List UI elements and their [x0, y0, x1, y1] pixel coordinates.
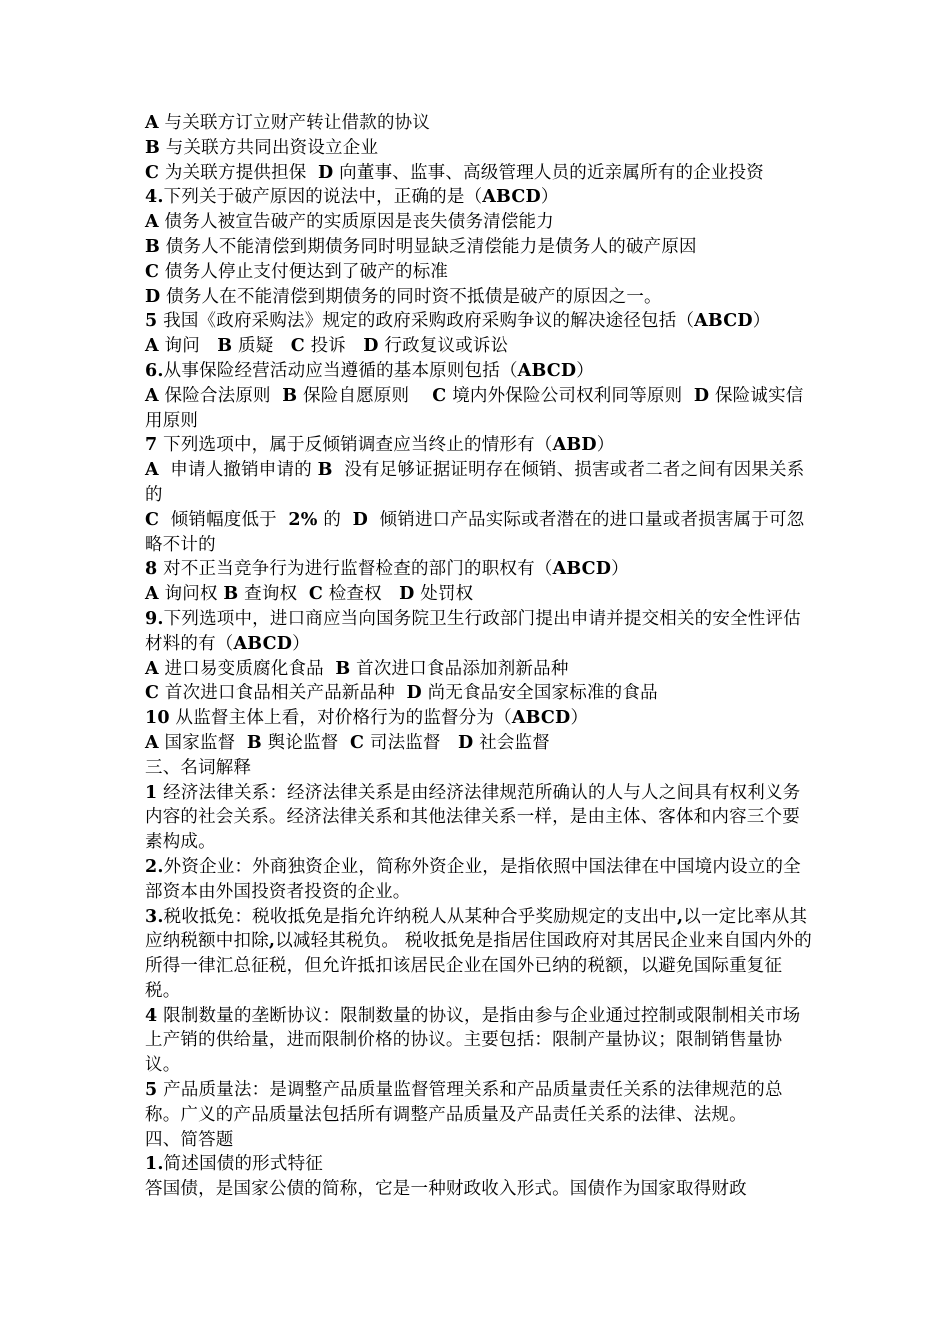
bold-label: D	[352, 509, 369, 530]
text-line	[145, 657, 813, 682]
text-segment: ）	[540, 187, 559, 208]
bold-label: ABCD	[482, 187, 541, 208]
bold-label: A	[145, 212, 159, 233]
bold-label: 1	[145, 782, 158, 803]
bold-label: A	[145, 336, 159, 357]
bold-label: 2.	[145, 856, 164, 877]
bold-label: B	[282, 385, 298, 406]
bold-label: C	[308, 584, 323, 605]
text-segment: 债务人在不能清偿到期债务的同时资不抵债是破产的原因之一。	[160, 286, 662, 307]
text-line	[145, 260, 813, 285]
text-line	[145, 359, 813, 384]
bold-label: A	[145, 732, 159, 753]
bold-label: 4	[145, 1005, 158, 1026]
text-segment: 四、简答题	[145, 1129, 234, 1150]
bold-label: ABCD	[552, 559, 612, 580]
text-line	[145, 210, 813, 235]
text-segment: 保险自愿原则	[297, 385, 433, 406]
bold-label: D	[399, 584, 415, 605]
text-line	[145, 458, 813, 508]
text-line	[145, 731, 813, 756]
bold-label: D	[457, 732, 474, 753]
text-line	[145, 756, 813, 781]
text-segment: 境内外保险公司权利同等原则	[446, 385, 694, 406]
text-line	[145, 384, 813, 434]
text-line	[145, 185, 813, 210]
text-segment: 行政复议或诉讼	[378, 336, 509, 357]
bold-label: C	[145, 509, 160, 530]
bold-label: A	[145, 584, 159, 605]
text-line	[145, 433, 813, 458]
text-segment: 申请人撤销申请的	[158, 460, 318, 481]
bold-label: A	[145, 385, 159, 406]
text-segment: 对不正当竞争行为进行监督检查的部门的职权有（	[157, 559, 553, 580]
text-segment: 与关联方共同出资设立企业	[160, 137, 379, 158]
text-line	[145, 905, 813, 1004]
text-segment: ）	[570, 708, 589, 729]
text-line	[145, 334, 813, 359]
text-segment: 处罚权	[414, 584, 474, 605]
text-segment: 社会监督	[473, 732, 550, 753]
text-line	[145, 1152, 813, 1177]
bold-label: 3.	[145, 906, 164, 927]
text-segment: 保险合法原则	[158, 385, 283, 406]
bold-label: B	[335, 658, 351, 679]
bold-label: C	[145, 683, 160, 704]
bold-label: B	[145, 137, 160, 158]
bold-label: ,	[268, 931, 276, 952]
bold-label: 6.	[145, 360, 164, 381]
bold-label: ABCD	[517, 360, 577, 381]
text-segment: 倾销进口产品实际或者潜在的进口量或者损害属于可忽略不计的	[145, 509, 805, 555]
text-segment: 询问	[158, 336, 218, 357]
text-line	[145, 309, 813, 334]
text-line	[145, 1004, 813, 1078]
text-segment: 首次进口食品添加剂新品种	[350, 658, 569, 679]
text-segment: 尚无食品安全国家标准的食品	[421, 683, 658, 704]
text-line	[145, 136, 813, 161]
text-segment: 债务人不能清偿到期债务同时明显缺乏清偿能力是债务人的破产原因	[160, 236, 697, 257]
text-segment: 的	[317, 509, 353, 530]
bold-label: D	[406, 683, 422, 704]
text-segment: 投诉	[304, 336, 364, 357]
text-segment: 进口易变质腐化食品	[158, 658, 336, 679]
bold-label: B	[217, 336, 233, 357]
text-segment: 下列选项中，属于反倾销调查应当终止的情形有（	[157, 435, 553, 456]
text-segment: 产品质量法：是调整产品质量监督管理关系和产品质量责任关系的法律规范的总称。广义的产品质量法包括所有调整产品质量及产品责任关系的法律、法规。	[145, 1080, 783, 1125]
text-segment: ）	[596, 435, 615, 456]
text-segment: 以减轻其税负。 税收抵免是指居住国政府对其居民企业来自国内外的所得一律汇总征税，但允许抵扣该居民企业在国外已纳的税额，以避免国际重复征税。	[145, 931, 812, 1001]
bold-label: ABD	[552, 435, 597, 456]
text-segment: 债务人被宣告破产的实质原因是丧失债务清偿能力	[158, 212, 554, 233]
text-segment: 检查权	[322, 584, 400, 605]
bold-label: C	[432, 385, 447, 406]
text-line	[145, 607, 813, 657]
bold-label: 1.	[145, 1154, 164, 1175]
text-segment: 三、名词解释	[145, 757, 252, 778]
text-segment: ）	[752, 311, 771, 332]
text-segment: 限制数量的垄断协议：限制数量的协议，是指由参与企业通过控制或限制相关市场上产销的供给量，进而限制价格的协议。主要包括：限制产量协议；限制销售量协议。	[145, 1005, 801, 1076]
text-segment: 下列选项中，进口商应当向国务院卫生行政部门提出申请并提交相关的安全性评估材料的有（	[145, 608, 801, 654]
bold-label: 9.	[145, 608, 164, 629]
bold-label: D	[145, 286, 161, 307]
text-segment: ）	[576, 360, 594, 381]
bold-label: B	[145, 236, 160, 257]
text-segment: 简述国债的形式特征	[163, 1154, 323, 1175]
text-segment: 舆论监督	[261, 732, 350, 753]
bold-label: D	[363, 336, 379, 357]
text-segment: 我国《政府采购法》规定的政府采购政府采购争议的解决途径包括（	[157, 311, 695, 332]
text-segment: 债务人停止支付便达到了破产的标准	[159, 261, 449, 282]
text-line	[145, 706, 813, 731]
text-segment: 保险诚实信用原则	[145, 385, 804, 431]
bold-label: 7	[145, 435, 158, 456]
text-segment: 答国债，是国家公债的简称，它是一种财政收入形式。国债作为国家取得财政	[145, 1179, 747, 1200]
bold-label: A	[145, 113, 159, 133]
bold-label: ,	[676, 906, 684, 927]
text-segment: 与关联方订立财产转让借款的协议	[158, 113, 431, 133]
bold-label: C	[145, 261, 160, 282]
text-line	[145, 1177, 813, 1202]
text-line	[145, 285, 813, 310]
text-line	[145, 681, 813, 706]
text-segment: 询问权	[158, 584, 224, 605]
text-line	[145, 1128, 813, 1153]
text-line	[145, 582, 813, 607]
bold-label: ABCD	[233, 633, 293, 654]
bold-label: 8	[145, 559, 158, 580]
text-segment: ）	[292, 633, 310, 654]
bold-label: B	[246, 732, 262, 753]
text-line	[145, 161, 813, 186]
text-segment: 首次进口食品相关产品新品种	[159, 683, 407, 704]
bold-label: A	[145, 460, 159, 481]
text-segment: 查询权	[238, 584, 309, 605]
text-segment: 没有足够证据证明存在倾销、损害或者二者之间有因果关系的	[145, 460, 805, 505]
text-line	[145, 557, 813, 582]
text-line	[145, 508, 813, 558]
text-segment: 国家监督	[158, 732, 247, 753]
bold-label: 5	[145, 1080, 158, 1101]
text-segment: 经济法律关系：经济法律关系是由经济法律规范所确认的人与人之间具有权利义务内容的社会关系。经济法律关系和其他法律关系一样，是由主体、客体和内容三个要素构成。	[145, 782, 801, 853]
bold-label: A	[145, 658, 159, 679]
bold-label: D	[318, 162, 334, 183]
text-line	[145, 855, 813, 905]
text-segment: 外资企业：外商独资企业，简称外资企业，是指依照中国法律在中国境内设立的全部资本由外国投资者投资的企业。	[145, 856, 801, 902]
bold-label: C	[145, 162, 160, 183]
bold-label: C	[290, 336, 305, 357]
bold-label: 4.	[145, 187, 164, 208]
bold-label: ABCD	[694, 311, 753, 332]
document-page	[145, 111, 813, 1202]
bold-label: ABCD	[511, 708, 571, 729]
text-segment: ）	[611, 559, 629, 580]
text-segment: 为关联方提供担保	[159, 162, 319, 183]
text-segment: 从事保险经营活动应当遵循的基本原则包括（	[163, 360, 518, 381]
bold-label: D	[693, 385, 710, 406]
text-line	[145, 111, 813, 136]
text-line	[145, 235, 813, 260]
bold-label: C	[349, 732, 365, 753]
text-segment: 税收抵免：税收抵免是指允许纳税人从某种合乎奖励规定的支出中	[163, 906, 677, 927]
text-segment: 向董事、监事、高级管理人员的近亲属所有的企业投资	[333, 162, 764, 183]
text-line	[145, 1078, 813, 1128]
text-segment: 倾销幅度低于	[159, 509, 289, 530]
text-segment: 下列关于破产原因的说法中，正确的是（	[163, 187, 483, 208]
bold-label: 10	[145, 708, 170, 729]
text-segment: 质疑	[232, 336, 291, 357]
bold-label: B	[223, 584, 239, 605]
bold-label: B	[317, 460, 333, 481]
text-segment: 司法监督	[364, 732, 458, 753]
text-segment: 从监督主体上看，对价格行为的监督分为（	[169, 708, 512, 729]
text-line	[145, 781, 813, 855]
bold-label: 5	[145, 311, 158, 332]
text-segment: 以一定比率从其应纳税额中扣除	[145, 906, 808, 952]
bold-label: 2%	[288, 509, 318, 530]
